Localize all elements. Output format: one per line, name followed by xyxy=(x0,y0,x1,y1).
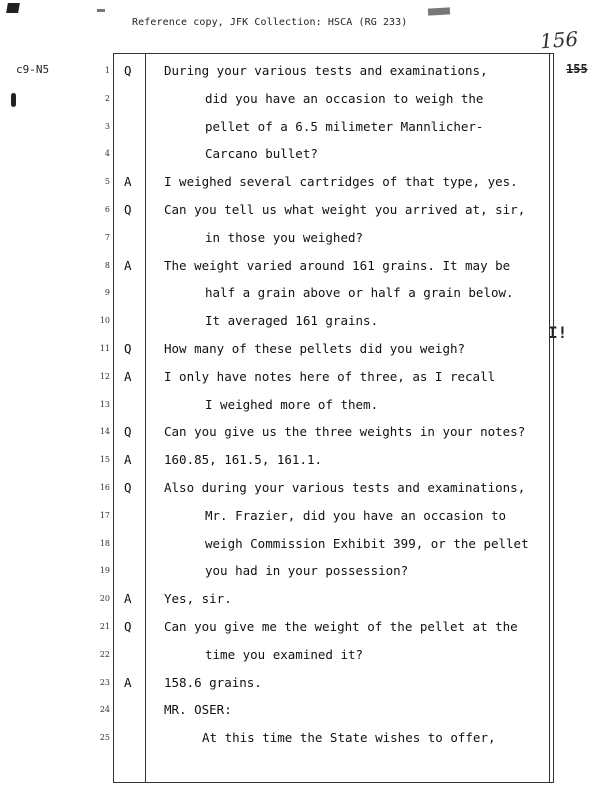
transcript-line: 158.6 grains. xyxy=(164,675,262,690)
transcript-line: time you examined it? xyxy=(205,647,364,662)
line-number: 20 xyxy=(99,594,110,603)
transcript-line: Yes, sir. xyxy=(164,591,232,606)
transcript-line: The weight varied around 161 grains. It may be xyxy=(164,258,511,273)
line-number: 8 xyxy=(104,261,110,270)
transcript-line: did you have an occasion to weigh the xyxy=(205,91,484,106)
line-number: 6 xyxy=(104,205,110,214)
corner-scan-mark xyxy=(6,3,20,13)
line-number: 7 xyxy=(104,233,110,242)
transcript-line: I weighed more of them. xyxy=(205,397,379,412)
line-number: 14 xyxy=(99,427,110,436)
line-number: 11 xyxy=(99,344,110,353)
transcript-line: I only have notes here of three, as I recall xyxy=(164,369,496,384)
speaker-label: Q xyxy=(124,480,132,495)
transcript-line: I weighed several cartridges of that type, yes. xyxy=(164,174,518,189)
line-number: 17 xyxy=(99,511,110,520)
line-number: 21 xyxy=(99,622,110,631)
transcript-line: in those you weighed? xyxy=(205,230,364,245)
speaker-label: Q xyxy=(124,619,132,634)
line-number: 10 xyxy=(99,316,110,325)
transcript-line: Also during your various tests and examinations, xyxy=(164,480,526,495)
transcript-line: During your various tests and examinations, xyxy=(164,63,488,78)
line-number: 16 xyxy=(99,483,110,492)
transcript-line: Carcano bullet? xyxy=(205,146,318,161)
transcript-line: At this time the State wishes to offer, xyxy=(202,730,496,745)
transcript-left-rule xyxy=(145,53,146,783)
line-number: 13 xyxy=(99,400,110,409)
speaker-label: Q xyxy=(124,424,132,439)
line-number: 1 xyxy=(104,66,110,75)
handwritten-page-number: 156 xyxy=(539,26,579,54)
speaker-label: Q xyxy=(124,63,132,78)
struck-page-number: 155 xyxy=(566,62,588,76)
speaker-label: A xyxy=(124,675,132,690)
speaker-label: Q xyxy=(124,341,132,356)
transcript-line: MR. OSER: xyxy=(164,702,232,717)
line-number: 23 xyxy=(99,678,110,687)
line-number: 12 xyxy=(99,372,110,381)
transcript-line: half a grain above or half a grain below. xyxy=(205,285,514,300)
transcript-line: Can you give me the weight of the pellet at the xyxy=(164,619,518,634)
header-ink-smudge xyxy=(428,7,450,15)
speaker-label: A xyxy=(124,591,132,606)
margin-annotation-mark: I! xyxy=(548,323,568,342)
transcript-line: you had in your possession? xyxy=(205,563,409,578)
margin-stamp: c9-N5 xyxy=(16,63,50,76)
transcript-line: Mr. Frazier, did you have an occasion to xyxy=(205,508,507,523)
speaker-label: A xyxy=(124,369,132,384)
line-number: 2 xyxy=(104,94,110,103)
margin-ink-blot xyxy=(11,93,16,107)
transcript-line: 160.85, 161.5, 161.1. xyxy=(164,452,323,467)
line-number: 3 xyxy=(104,122,110,131)
transcript-frame xyxy=(113,53,554,783)
line-number: 18 xyxy=(99,539,110,548)
transcript-line: It averaged 161 grains. xyxy=(205,313,379,328)
speaker-label: A xyxy=(124,258,132,273)
speaker-label: A xyxy=(124,452,132,467)
line-number: 9 xyxy=(104,288,110,297)
speaker-label: Q xyxy=(124,202,132,217)
transcript-line: weigh Commission Exhibit 399, or the pellet xyxy=(205,536,529,551)
header-tick-mark xyxy=(97,9,105,12)
transcript-line: How many of these pellets did you weigh? xyxy=(164,341,466,356)
transcript-right-rule xyxy=(549,53,550,783)
transcript-line: Can you tell us what weight you arrived at, sir, xyxy=(164,202,526,217)
line-number: 25 xyxy=(99,733,110,742)
line-number: 4 xyxy=(104,149,110,158)
line-number: 15 xyxy=(99,455,110,464)
line-number: 5 xyxy=(104,177,110,186)
transcript-line: pellet of a 6.5 milimeter Mannlicher- xyxy=(205,119,484,134)
reference-header: Reference copy, JFK Collection: HSCA (RG 233) xyxy=(132,17,408,28)
transcript-line: Can you give us the three weights in your notes? xyxy=(164,424,526,439)
speaker-label: A xyxy=(124,174,132,189)
line-number: 24 xyxy=(99,705,110,714)
line-number: 19 xyxy=(99,566,110,575)
line-number: 22 xyxy=(99,650,110,659)
